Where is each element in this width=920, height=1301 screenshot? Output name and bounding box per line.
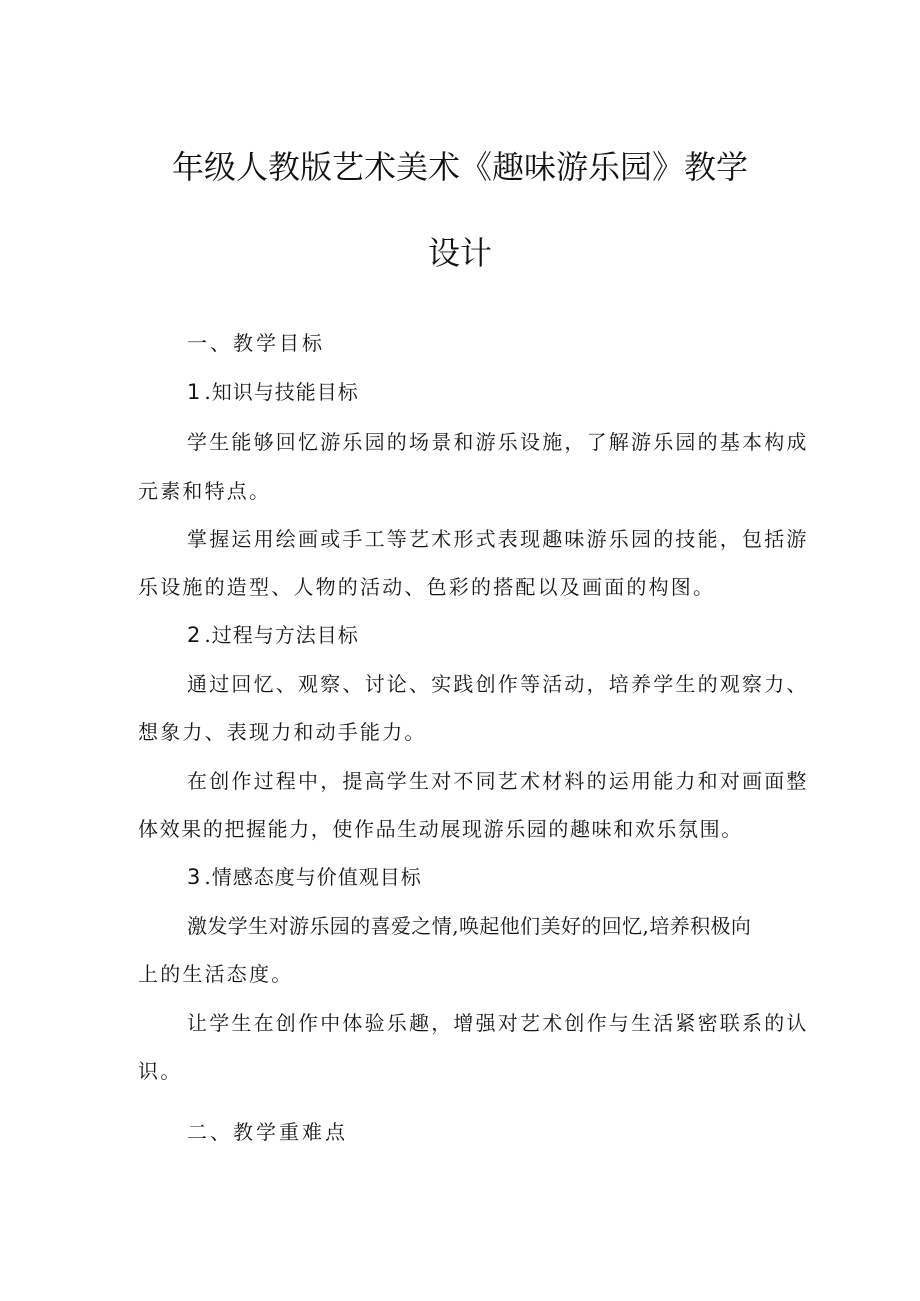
paragraph-6-line-2: 识。	[138, 1059, 183, 1083]
paragraph-3-line-2: 想象力、表现力和动手能力。	[138, 720, 427, 744]
subsection-1-label: .知识与技能目标	[204, 380, 359, 404]
section-1-heading: 一、教学目标	[187, 331, 325, 355]
section-2-heading: 二、教学重难点	[187, 1120, 348, 1144]
subsection-3-label: .情感态度与价值观目标	[204, 865, 422, 889]
subsection-2-number: 2	[187, 623, 201, 647]
subsection-3-heading	[187, 863, 793, 891]
paragraph-4-line-1: 在创作过程中，提高学生对不同艺术材料的运用能力和对画面整	[187, 769, 809, 793]
paragraph-2-line-1: 掌握运用绘画或手工等艺术形式表现趣味游乐园的技能，包括游	[187, 527, 809, 551]
paragraph-5-line-1: 激发学生对游乐园的喜爱之情,唤起他们美好的回忆,培养积极向	[187, 914, 752, 938]
subsection-1-heading	[187, 378, 793, 406]
paragraph-6-line-1: 让学生在创作中体验乐趣，增强对艺术创作与生活紧密联系的认	[187, 1011, 809, 1035]
document-title-line-1: 年级人教版艺术美术《趣味游乐园》教学	[171, 148, 748, 186]
paragraph-1-line-2: 元素和特点。	[138, 479, 272, 503]
paragraph-4-line-2: 体效果的把握能力，使作品生动展现游乐园的趣味和欢乐氛围。	[138, 817, 743, 841]
paragraph-2-line-2: 乐设施的造型、人物的活动、色彩的搭配以及画面的构图。	[138, 575, 716, 599]
subsection-3-number: 3	[187, 865, 201, 889]
subsection-2-label: .过程与方法目标	[204, 623, 359, 647]
paragraph-3-line-1: 通过回忆、观察、讨论、实践创作等活动，培养学生的观察力、	[187, 672, 809, 696]
paragraph-5-line-2: 上的生活态度。	[138, 962, 294, 986]
document-title-line-2: 设计	[427, 234, 492, 272]
subsection-1-number: 1	[187, 380, 201, 404]
subsection-2-heading	[187, 621, 793, 649]
paragraph-1-line-1: 学生能够回忆游乐园的场景和游乐设施，了解游乐园的基本构成	[187, 430, 809, 454]
